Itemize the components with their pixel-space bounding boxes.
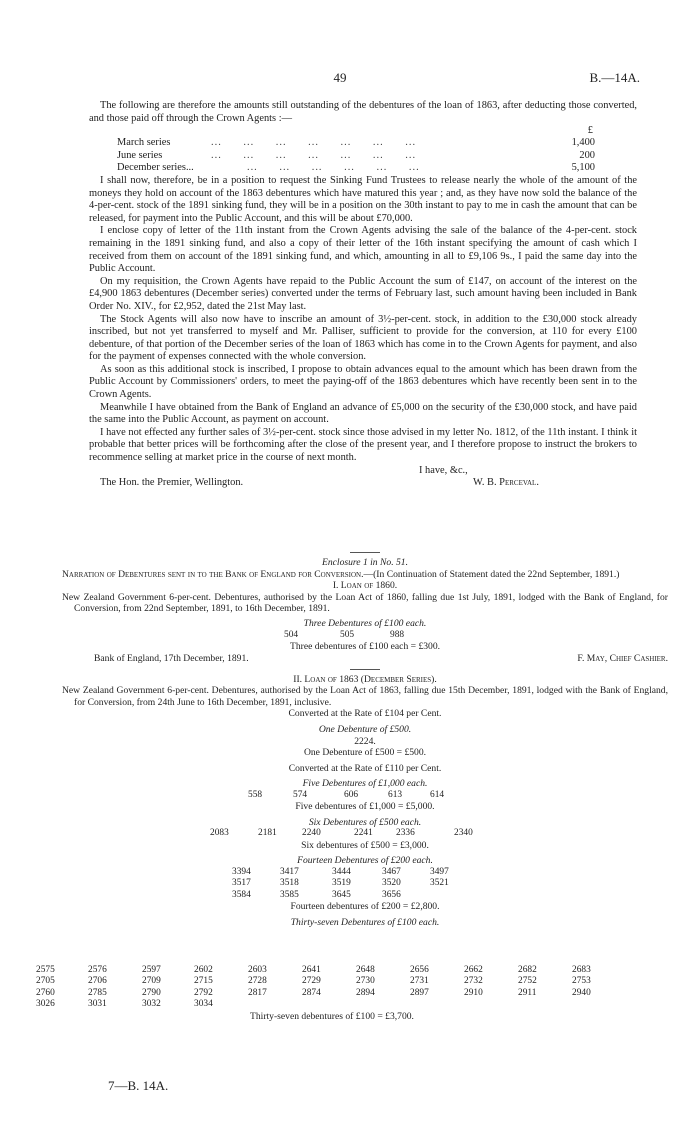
addressee: The Hon. the Premier, Wellington.	[100, 477, 244, 489]
debenture-number: 2760	[36, 987, 55, 998]
group-title: Fourteen Debentures of £200 each.	[297, 855, 433, 867]
debenture-number: 2752	[518, 976, 537, 987]
debenture-number: 988	[390, 629, 405, 640]
debenture-number: 2728	[248, 976, 267, 987]
group-title: Six Debentures of £500 each.	[308, 816, 422, 828]
debenture-number: 3517	[232, 878, 251, 889]
letter-body	[89, 100, 637, 490]
currency-symbol: £	[587, 125, 593, 137]
divider	[350, 669, 380, 670]
paragraph: As soon as this additional stock is inscribed, I propose to obtain advances equal to the amount which has been drawn from the Public Account by Commissioners' orders, to meet the paying-off of the 1863 debentures which have recently been sent in to the Crown Agents.	[89, 363, 637, 401]
debenture-number: 2575	[36, 965, 55, 975]
debenture-number: 3394	[232, 867, 251, 878]
series-name: March series	[117, 137, 171, 149]
series-row	[89, 162, 637, 175]
loan-1863-description: New Zealand Government 6-per-cent. Debentures, authorised by the Loan Act of 1863, falling due 15th December, 1891, lodged with the Bank of England, for Conversion, from 24th June to 16th December, 1891, inclusive.	[62, 685, 668, 708]
valediction-row	[89, 465, 637, 478]
chief-cashier: F. May, Chief Cashier.	[577, 652, 668, 664]
loan-1860-heading: I. Loan of 1860.	[332, 580, 398, 592]
thirtyseven-block	[36, 965, 676, 1022]
debenture-number: 574	[293, 789, 308, 800]
debenture-number: 2641	[302, 965, 321, 975]
debenture-number: 3656	[382, 889, 401, 900]
debenture-number: 2731	[410, 976, 429, 987]
series-row	[89, 137, 637, 150]
group-title: One Debenture of £500.	[318, 723, 412, 735]
debenture-number-row	[36, 999, 676, 1010]
debenture-number: 2792	[194, 987, 213, 998]
debenture-number: 614	[430, 789, 445, 800]
debenture-number: 606	[344, 789, 359, 800]
group-total: Fourteen debentures of £200 = £2,800.	[290, 901, 440, 913]
narration-heading: Narration of Debentures sent in to the Bank of England for Conversion.	[62, 568, 364, 580]
group-total: Three debentures of £100 each = £300.	[289, 640, 441, 652]
debenture-number: 3034	[194, 999, 213, 1010]
paragraph: Meanwhile I have obtained from the Bank of England an advance of £5,000 on the security of the £30,000 stock, and have paid the same into the Public Account, as payment on account.	[89, 401, 637, 426]
debenture-number: 2730	[356, 976, 375, 987]
debenture-number: 3519	[332, 878, 351, 889]
debenture-number: 3032	[142, 999, 161, 1010]
debenture-number: 558	[248, 789, 263, 800]
paragraph: On my requisition, the Crown Agents have repaid to the Public Account the sum of £147, on account of the interest on the £4,900 1863 debentures (December series) converted under the terms of February last, such amount having been included in Bank Order No. XIV., for £2,952, dated the 21st May last.	[89, 275, 637, 312]
rate-104: Converted at the Rate of £104 per Cent.	[288, 708, 442, 720]
loan-1860-description: New Zealand Government 6-per-cent. Debentures, authorised by the Loan Act of 1860, falling due 1st July, 1891, lodged with the Bank of England, for Conversion, from 22nd September, 1891, to 16th December, 1891.	[62, 591, 668, 615]
debenture-number: 3031	[88, 999, 107, 1010]
series-name: December series...	[117, 162, 194, 174]
series-name: June series	[117, 149, 163, 161]
debenture-number: 2894	[356, 987, 375, 998]
debenture-number: 505	[340, 629, 355, 640]
enclosure-section	[62, 548, 668, 928]
debenture-number: 3444	[332, 867, 351, 878]
debenture-number: 3645	[332, 889, 351, 900]
debenture-number: 504	[284, 629, 299, 640]
debenture-number: 2910	[464, 987, 483, 998]
group-title: Three Debentures of £100 each.	[303, 617, 427, 629]
narration	[62, 569, 668, 581]
debenture-number: 2597	[142, 965, 161, 975]
debenture-number: 3417	[280, 867, 299, 878]
debenture-number: 2940	[572, 987, 591, 998]
debenture-number: 2753	[572, 976, 591, 987]
debenture-number: 2240	[302, 828, 321, 839]
debenture-number-row	[62, 878, 668, 889]
loan-1863-heading: II. Loan of 1863 (December Series).	[293, 673, 437, 685]
debenture-number-row	[36, 988, 676, 999]
valediction: I have, &c.,	[419, 464, 468, 476]
debenture-number: 2790	[142, 987, 161, 998]
series-amount: 1,400	[571, 137, 595, 149]
debenture-number-row	[62, 630, 668, 641]
debenture-number: 2682	[518, 965, 537, 975]
debenture-number: 2911	[518, 987, 537, 998]
debenture-number: 3026	[36, 999, 55, 1010]
page-reference: B.—14A.	[589, 70, 640, 85]
debenture-number: 2656	[410, 965, 429, 975]
debenture-number: 2083	[210, 828, 229, 839]
debenture-number: 2602	[194, 965, 213, 975]
signatory: W. B. Perceval.	[473, 477, 539, 489]
debenture-number-row	[62, 790, 668, 801]
debenture-number: 3467	[382, 867, 401, 878]
debenture-number: 2241	[354, 828, 373, 839]
debenture-number: 3584	[232, 889, 251, 900]
debenture-number: 3518	[280, 878, 299, 889]
leader-dots: ... ... ... ... ... ...	[211, 162, 420, 174]
debenture-number: 2662	[464, 965, 483, 975]
paragraph: I have not effected any further sales of 3½-per-cent. stock since those advised in my letter No. 1812, of the 11th instant. I think it probable that better prices will be forthcoming after the close of the present year, and I therefore propose to instruct the brokers to recommence selling at market price in the course of next month.	[89, 426, 637, 464]
signature-mark: 7—B. 14A.	[108, 1078, 169, 1093]
debenture-number: 2683	[572, 965, 591, 975]
paragraph: The Stock Agents will also now have to inscribe an amount of 3½-per-cent. stock, in addition to the £30,000 stock already inscribed, but not yet transferred to myself and Mr. Palliser, sufficient to provide for the conversion, at 110 for every £100 debenture, of that portion of the December series of the loan of 1863 which has come in to the Crown Agents for payment, and also for the payment of expenses connected with the whole conversion.	[89, 313, 637, 363]
divider	[350, 552, 380, 553]
rate-110: Converted at the Rate of £110 per Cent.	[288, 762, 442, 774]
debenture-number: 2785	[88, 987, 107, 998]
debenture-number: 2709	[142, 976, 161, 987]
debenture-number: 2224.	[354, 735, 376, 747]
debenture-number: 2897	[410, 987, 429, 998]
signature-row	[89, 477, 637, 490]
page-number: 49	[333, 70, 347, 85]
debenture-number: 2340	[454, 828, 473, 839]
debenture-number: 3520	[382, 878, 401, 889]
debenture-number: 2874	[302, 987, 321, 998]
series-row	[89, 150, 637, 163]
series-currency-row	[89, 125, 637, 137]
debenture-number: 613	[388, 789, 403, 800]
paragraph: I shall now, therefore, be in a position to request the Sinking Fund Trustees to release nearly the whole of the amount of the moneys they hold on account of the 1863 debentures which have matured this year ; and, as they have now sold the balance of the 4-per-cent. stock of the 1891 sinking fund, they will be in a position on the 30th instant to pay to me in cash the amount that can be released, for payment into the Public Account, and this will be about £70,000.	[89, 174, 637, 224]
paragraph: I enclose copy of letter of the 11th instant from the Crown Agents advising the sale of the balance of the 4-per-cent. stock remaining in the 1891 sinking fund, and also a copy of their letter of the 16th instant specifying the amount of cash which I received from them on account of the 1891 sinking fund, and which, amounting in all to £9,106 9s., I paid the same day into the Public Account.	[89, 225, 637, 275]
debenture-number: 3585	[280, 889, 299, 900]
group-title: Five Debentures of £1,000 each.	[302, 778, 428, 790]
debenture-number: 2648	[356, 965, 375, 975]
intro-paragraph: The following are therefore the amounts still outstanding of the debentures of the loan of 1863, after deducting those converted, and those paid off through the Crown Agents :—	[89, 100, 637, 124]
group-total: One Debenture of £500 = £500.	[303, 747, 427, 759]
group-total: Six debentures of £500 = £3,000.	[301, 839, 429, 851]
enclosure-title: Enclosure 1 in No. 51.	[322, 557, 408, 568]
debenture-number-row	[62, 890, 668, 901]
group-title: Thirty-seven Debentures of £100 each.	[290, 916, 440, 928]
debenture-number-row	[36, 976, 676, 987]
debenture-number: 2706	[88, 976, 107, 987]
debenture-number: 2336	[396, 828, 415, 839]
debenture-number: 2732	[464, 976, 483, 987]
debenture-number: 2817	[248, 987, 267, 998]
debenture-number: 2715	[194, 976, 213, 987]
group-total: Thirty-seven debentures of £100 = £3,700.	[250, 1011, 414, 1022]
debenture-number: 2576	[88, 965, 107, 975]
leader-dots: ... ... ... ... ... ... ...	[211, 137, 417, 149]
debenture-number-row	[62, 828, 668, 839]
debenture-number: 3497	[430, 867, 449, 878]
series-amount: 5,100	[571, 162, 595, 174]
debenture-number: 2603	[248, 965, 267, 975]
debenture-number-row	[36, 965, 676, 976]
leader-dots: ... ... ... ... ... ... ...	[211, 149, 417, 161]
debenture-number-row	[62, 867, 668, 878]
group-total: Five debentures of £1,000 = £5,000.	[295, 801, 435, 813]
bank-date: Bank of England, 17th December, 1891.	[94, 652, 249, 664]
debenture-number: 2705	[36, 976, 55, 987]
series-amount: 200	[579, 149, 595, 161]
debenture-number: 2181	[258, 828, 277, 839]
debenture-number: 3521	[430, 878, 449, 889]
narration-continuation: —(In Continuation of Statement dated the 22nd September, 1891.)	[363, 568, 620, 580]
debenture-number: 2729	[302, 976, 321, 987]
bank-line-row	[62, 653, 668, 665]
